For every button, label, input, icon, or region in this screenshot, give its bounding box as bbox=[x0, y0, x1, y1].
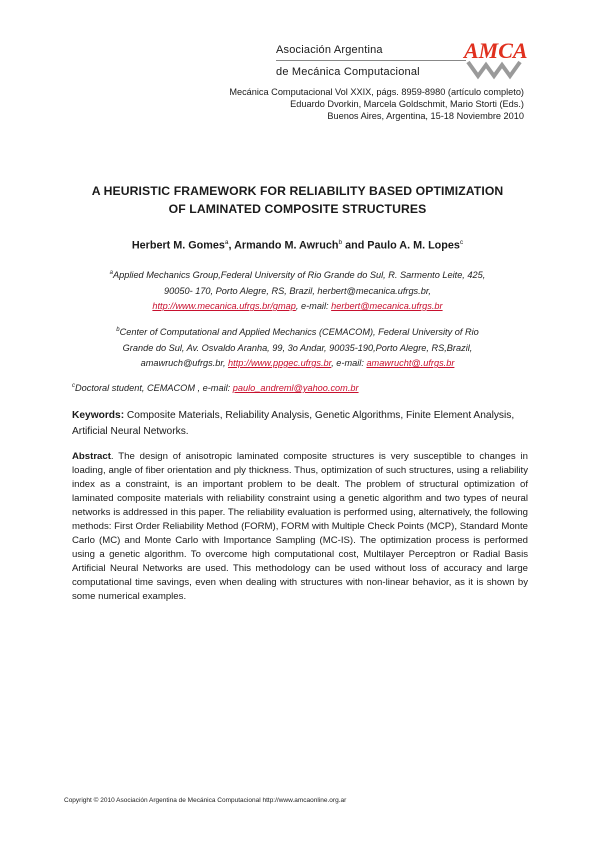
meta-location-date: Buenos Aires, Argentina, 15-18 Noviembre 2010 bbox=[327, 111, 524, 122]
keywords-label: Keywords: bbox=[72, 410, 125, 421]
affiliation-c-text: Doctoral student, CEMACOM , e-mail: bbox=[75, 383, 233, 394]
author-2: Armando M. Awruch bbox=[234, 239, 339, 252]
affiliation-a bbox=[100, 266, 495, 315]
title-line1: A HEURISTIC FRAMEWORK FOR RELIABILITY BASED OPTIMIZATION bbox=[91, 184, 504, 198]
association-name-line1: Asociación Argentina bbox=[276, 44, 383, 56]
affiliation-b-email-label: , e-mail: bbox=[331, 358, 367, 369]
meta-editors: Eduardo Dvorkin, Marcela Goldschmit, Mario Storti (Eds.) bbox=[290, 99, 524, 110]
keywords-text: Composite Materials, Reliability Analysis, Genetic Algorithms, Finite Element Analysis, Artificial Neural Networks. bbox=[72, 410, 515, 437]
author-3-sup: c bbox=[459, 239, 464, 246]
title-line2: OF LAMINATED COMPOSITE STRUCTURES bbox=[168, 202, 427, 216]
author-separator: and bbox=[342, 239, 368, 252]
header-rule bbox=[276, 60, 466, 61]
affiliation-b-email-plain: amawruch@ufrgs.br, bbox=[140, 358, 229, 369]
affiliation-c bbox=[72, 379, 522, 397]
abstract-section bbox=[72, 450, 528, 604]
affiliation-a-line2: 90050- 170, Porto Alegre, RS, Brazil, herbert@mecanica.ufrgs.br, bbox=[164, 285, 431, 296]
copyright-footer: Copyright © 2010 Asociación Argentina de Mecánica Computacional http://www.amcaonline.org.ar bbox=[64, 797, 347, 804]
author-list bbox=[40, 239, 555, 252]
amca-logo bbox=[462, 38, 530, 80]
affiliation-b-line2: Grande do Sul, Av. Osvaldo Aranha, 99, 3o Andar, 90035-190,Porto Alegre, RS,Brazil, bbox=[122, 342, 473, 353]
affiliation-c-sup: c bbox=[72, 383, 75, 389]
abstract-label: Abstract bbox=[72, 451, 111, 462]
author-1-sup: a bbox=[224, 239, 229, 246]
author-3: Paulo A. M. Lopes bbox=[367, 239, 460, 252]
meta-journal: Mecánica Computacional Vol XXIX, págs. 8959-8980 (artículo completo) bbox=[229, 87, 524, 97]
author-1: Herbert M. Gomes bbox=[131, 239, 225, 252]
affiliation-b-sup: b bbox=[116, 327, 120, 333]
affiliation-c-email-link[interactable]: paulo_andreml@yahoo.com.br bbox=[232, 383, 359, 394]
affiliation-b bbox=[70, 323, 525, 372]
affiliation-a-email-link[interactable]: herbert@mecanica.ufrgs.br bbox=[331, 301, 443, 312]
association-name-line2: de Mecánica Computacional bbox=[276, 66, 420, 78]
affiliation-a-line1: Applied Mechanics Group,Federal University of Rio Grande do Sul, R. Sarmento Leite, 425, bbox=[113, 270, 486, 281]
keywords-section bbox=[72, 408, 528, 440]
abstract-text: . The design of anisotropic laminated composite structures is very susceptible to changes in loading, angle of fiber orientation and ply thickness. Thus, optimization of such structures, using a reliability index as a constraint, is an important problem to be dealt. The problem of structural optimization of laminated composite materials with reliability constraint using a genetic algorithm and two types of neural networks is addressed in this paper. The reliability evaluation is performed using, alternatively, the following methods: First Order Reliability Method (FORM), FORM with Multiple Check Points (MCP), Standard Monte Carlo (MC) and Monte Carlo with Importance Sampling (MC-IS). The optimization process is performed using a genetic algorithm. To overcome high computational cost, Multilayer Perceptron or Radial Basis Artificial Neural Networks are used. This methodology can be used without loss of accuracy and large computational time savings, even when dealing with structures with non-linear behavior, as it is shown by some numerical examples. bbox=[72, 451, 528, 602]
affiliation-a-sup: a bbox=[109, 270, 114, 276]
amca-logo-text: AMCA bbox=[464, 38, 528, 63]
affiliation-b-email-link[interactable]: amawrucht@.ufrgs.br bbox=[366, 358, 455, 369]
author-separator: , bbox=[228, 239, 235, 252]
affiliation-a-website-link[interactable]: http://www.mecanica.ufrgs.br/gmap bbox=[152, 301, 296, 312]
author-2-sup: b bbox=[338, 239, 343, 246]
affiliation-b-line1: Center of Computational and Applied Mechanics (CEMACOM), Federal University of Rio bbox=[119, 327, 479, 338]
affiliation-b-website-link[interactable]: http://www.ppgec.ufrgs.br bbox=[228, 358, 332, 369]
affiliation-a-email-label: , e-mail: bbox=[295, 301, 332, 312]
publication-meta bbox=[164, 86, 524, 123]
paper-title bbox=[40, 182, 555, 218]
